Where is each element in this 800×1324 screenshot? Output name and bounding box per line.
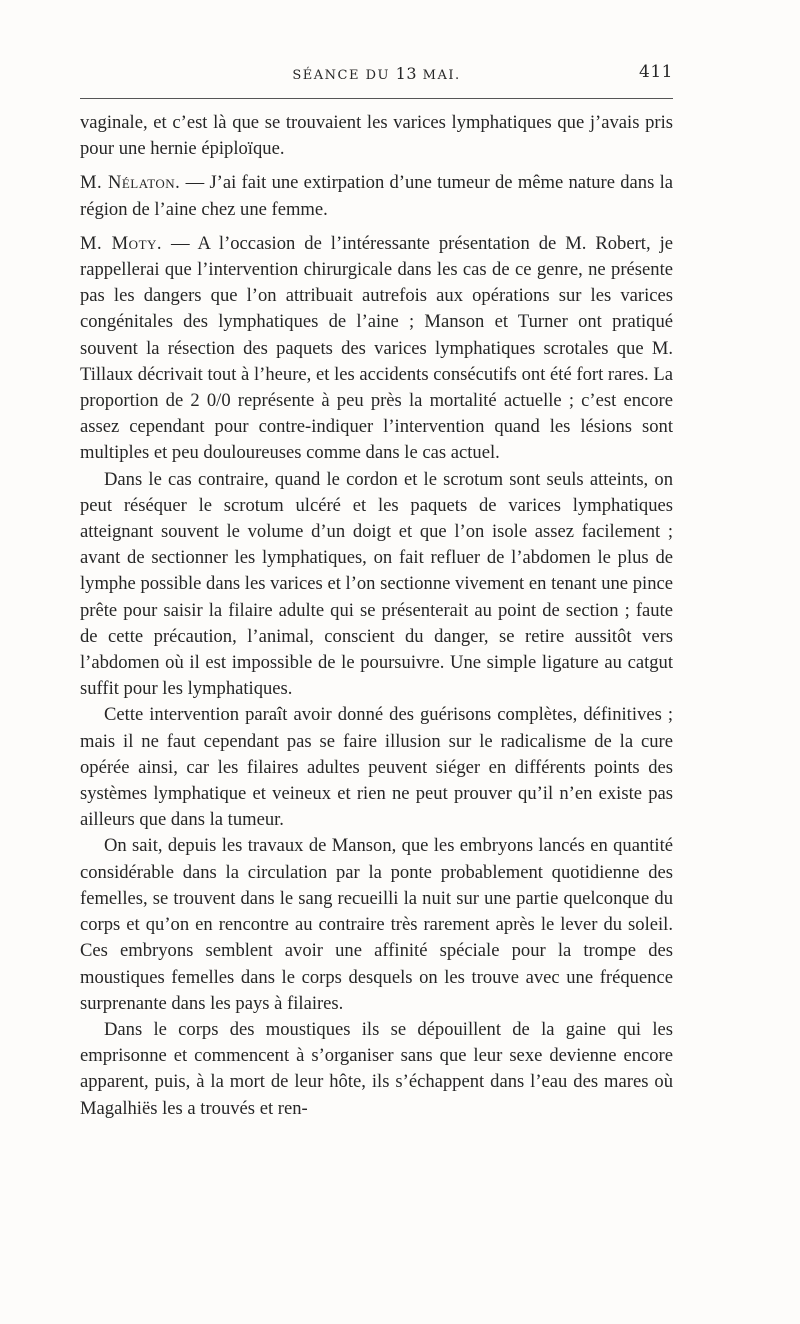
running-title [80, 64, 673, 83]
running-head [80, 64, 673, 86]
paragraph-text: Dans le cas contraire, quand le cordon et le scrotum sont seuls atteints, on peut réséquer le scrotum ulcéré et les paquets de varices lymphatiques atteignant souvent le volume d’un doigt et que l’on isole assez facilement ; avant de sectionner les lymphatiques, on fait refluer de l’abdomen le plus de lymphe possible dans les varices et l’on sectionne vivement en tenant une pince prête pour saisir la filaire adulte qui se présenterait au point de section ; faute de cette précaution, l’animal, conscient du danger, se retire aussitôt vers l’abdomen où il est impossible de le poursuivre. Une simple ligature au catgut suffit pour les lymphatiques. [80, 468, 673, 700]
paragraph-text: Cette intervention paraît avoir donné des guérisons complètes, définitives ; mais il ne faut cependant pas se faire illusion sur le radicalisme de la cure opérée ainsi, car les filaires adultes peuvent siéger en différents points des systèmes lymphatique et veineux et rien ne peut prouver qu’il n’en existe pas ailleurs que dans la tumeur. [80, 704, 673, 831]
paragraph [80, 1017, 673, 1122]
speaker-name: M. Nélaton. [80, 172, 181, 194]
header-rule [80, 98, 673, 99]
page-number: 411 [639, 62, 673, 82]
paragraph-text: — J’ai fait une extirpation d’une tumeur de même nature dans la région de l’aine chez une femme. [80, 172, 673, 220]
running-title-number: 13 [395, 64, 417, 83]
speaker-name: M. Moty. [80, 232, 163, 254]
paragraph-text: — A l’occasion de l’intéressante présentation de M. Robert, je rappellerai que l’intervention chirurgicale dans les cas de ce genre, ne présente pas les dangers que l’on attribuait autrefois aux opérations sur les varices congénitales des lymphatiques de l’aine ; Manson et Turner ont pratiqué souvent la résection des paquets des varices lymphatiques scrotales que M. Tillaux décrivait tout à l’heure, et les accidents consécutifs ont été fort rares. La proportion de 2 0/0 représente à peu près la mortalité actuelle ; c’est encore assez cependant pour contre-indiquer l’intervention quand les lésions sont multiples et peu douloureuses comme dans le cas actuel. [80, 232, 673, 464]
running-title-month: MAI. [417, 68, 461, 83]
paragraph [80, 833, 673, 1016]
paragraph [80, 702, 673, 833]
paragraph [80, 467, 673, 703]
body-text [80, 110, 673, 1122]
paragraph-text: vaginale, et c’est là que se trouvaient les varices lymphatiques que j’avais pris pour une hernie épiploïque. [80, 112, 673, 160]
paragraph-text: Dans le corps des moustiques ils se dépouillent de la gaine qui les emprisonne et commencent à s’organiser sans que leur sexe devienne encore apparent, puis, à la mort de leur hôte, ils s’échappent dans l’eau des mares où Magalhiës les a trouvés et ren- [80, 1018, 673, 1119]
paragraph-text: On sait, depuis les travaux de Manson, que les embryons lancés en quantité considérable dans la circulation par la ponte probablement quotidienne des femelles, se trouvent dans le sang recueilli la nuit sur une partie quelconque du corps et qu’on en rencontre au contraire très rarement après le lever du soleil. Ces embryons semblent avoir une affinité spéciale pour la trompe des moustiques femelles dans le corps desquels on les trouve avec une fréquence surprenante dans les pays à filaires. [80, 835, 673, 1014]
paragraph [80, 170, 673, 222]
running-title-text: SÉANCE DU [292, 68, 396, 83]
paragraph [80, 110, 673, 162]
paragraph [80, 231, 673, 467]
